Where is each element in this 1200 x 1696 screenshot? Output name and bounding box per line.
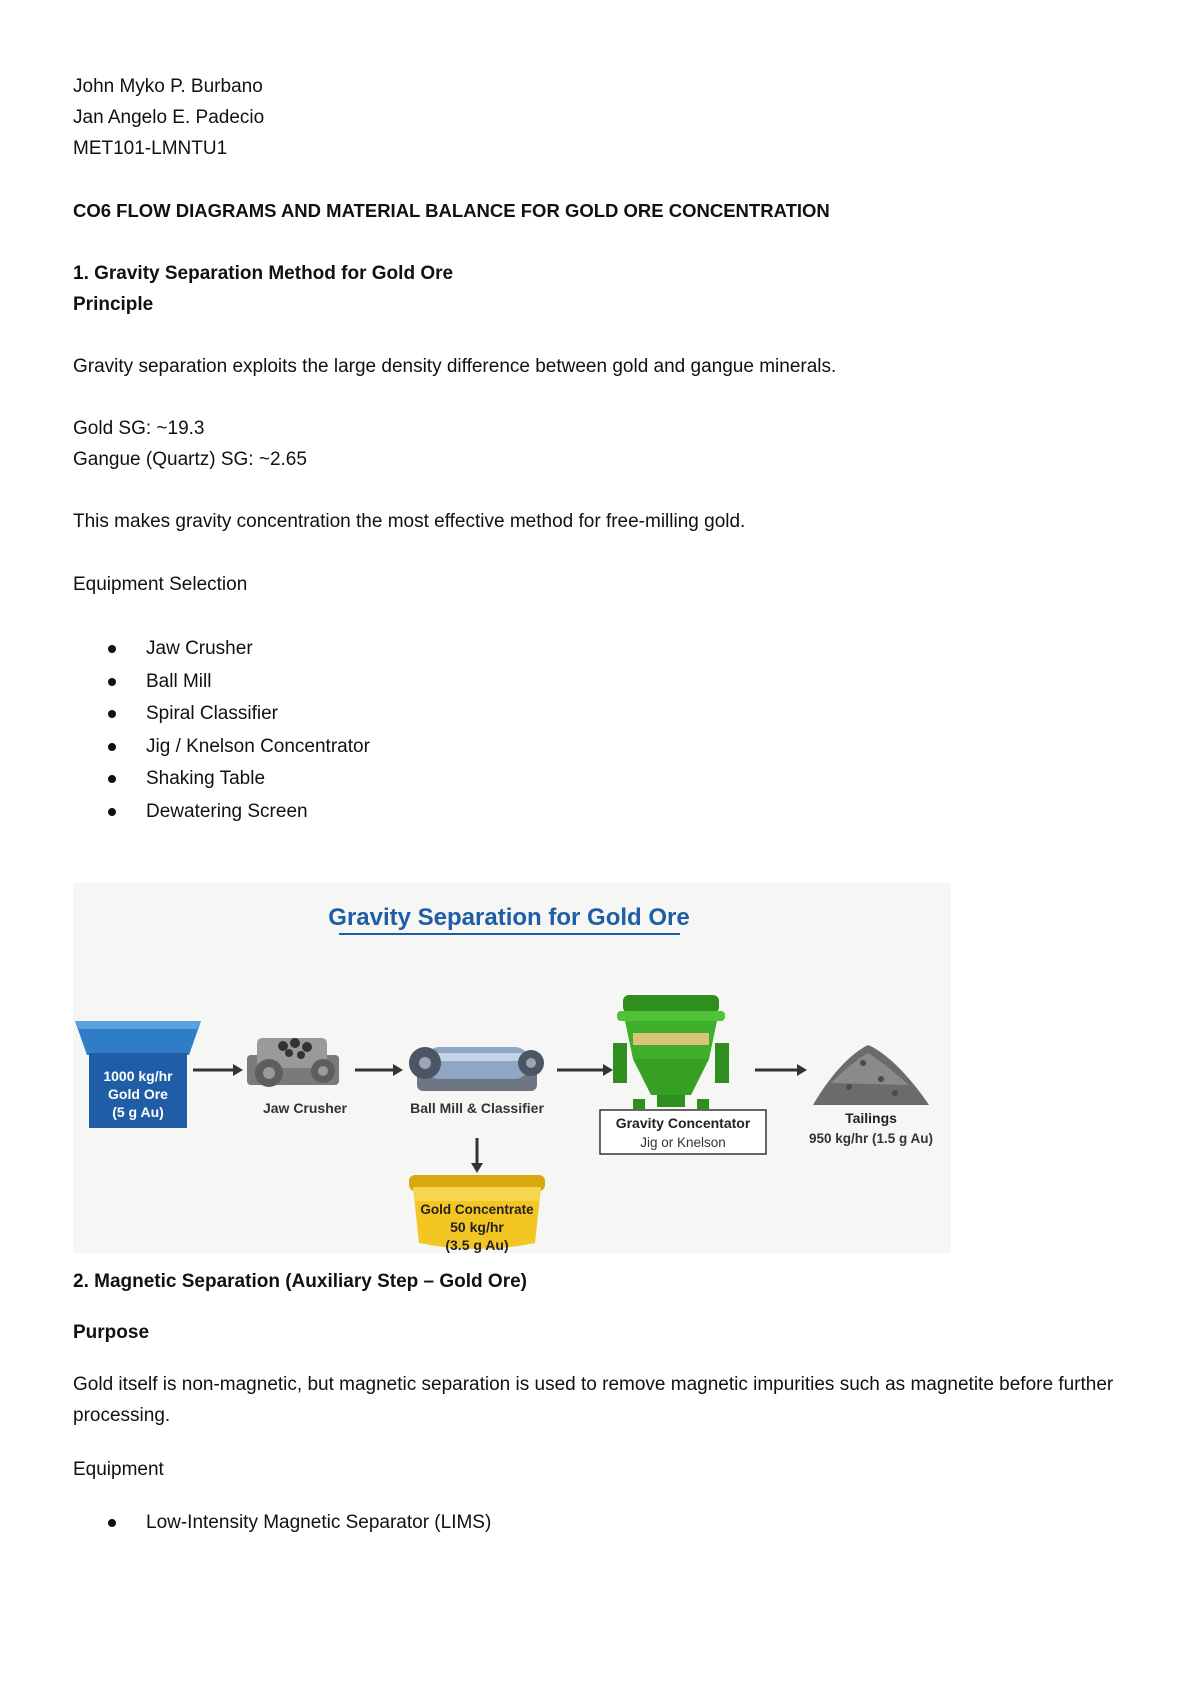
tailings-sublabel: 950 kg/hr (1.5 g Au) [808,1131,934,1146]
gravity-separation-diagram [73,883,951,1253]
author-name-2: Jan Angelo E. Padecio [73,107,265,128]
principle-text: Gravity separation exploits the large density difference between gold and gangue minerals. [73,356,837,377]
section1-heading: 1. Gravity Separation Method for Gold Ore [73,263,454,284]
feed-grade: (5 g Au) [112,1104,164,1120]
course-code: MET101-LMNTU1 [73,138,228,159]
purpose-label: Purpose [73,1322,150,1343]
list-item: Ball Mill [73,671,370,704]
ball-mill-icon [409,1047,544,1091]
ball-mill-label: Ball Mill & Classifier [410,1100,544,1116]
list-item: Low-Intensity Magnetic Separator (LIMS) [73,1512,491,1545]
gangue-sg: Gangue (Quartz) SG: ~2.65 [73,449,307,470]
list-item: Spiral Classifier [73,703,370,736]
concentrator-sublabel: Jig or Knelson [640,1135,726,1150]
concentrate-rate: 50 kg/hr [450,1219,504,1235]
concentrator-label: Gravity Concentator [615,1115,751,1131]
tailings-label: Tailings [845,1110,897,1126]
jaw-crusher-icon [247,1038,339,1087]
principle-label: Principle [73,294,154,315]
list-item: Jaw Crusher [73,638,370,671]
magnetic-equipment-list [73,1512,491,1545]
figure-title: Gravity Separation for Gold Ore [328,904,690,931]
author-name-1: John Myko P. Burbano [73,76,263,97]
gold-sg: Gold SG: ~19.3 [73,418,205,439]
list-item: Shaking Table [73,768,370,801]
list-item: Jig / Knelson Concentrator [73,736,370,769]
concentrate-label: Gold Concentrate [420,1202,534,1217]
equipment-selection-label: Equipment Selection [73,574,248,595]
concentrate-grade: (3.5 g Au) [445,1237,509,1253]
document-title: CO6 FLOW DIAGRAMS AND MATERIAL BALANCE FOR GOLD ORE CONCENTRATION [73,200,830,221]
section2-heading: 2. Magnetic Separation (Auxiliary Step – Gold Ore) [73,1271,527,1292]
list-item: Dewatering Screen [73,801,370,834]
feed-material: Gold Ore [108,1086,168,1102]
purpose-text: Gold itself is non-magnetic, but magnetic separation is used to remove magnetic impurities such as magnetite before further processing. [73,1374,1114,1426]
equipment-list [73,638,370,833]
equipment-label: Equipment [73,1459,164,1480]
feed-rate: 1000 kg/hr [103,1068,173,1084]
effectiveness-text: This makes gravity concentration the most effective method for free-milling gold. [73,511,746,532]
jaw-crusher-label: Jaw Crusher [262,1100,348,1116]
